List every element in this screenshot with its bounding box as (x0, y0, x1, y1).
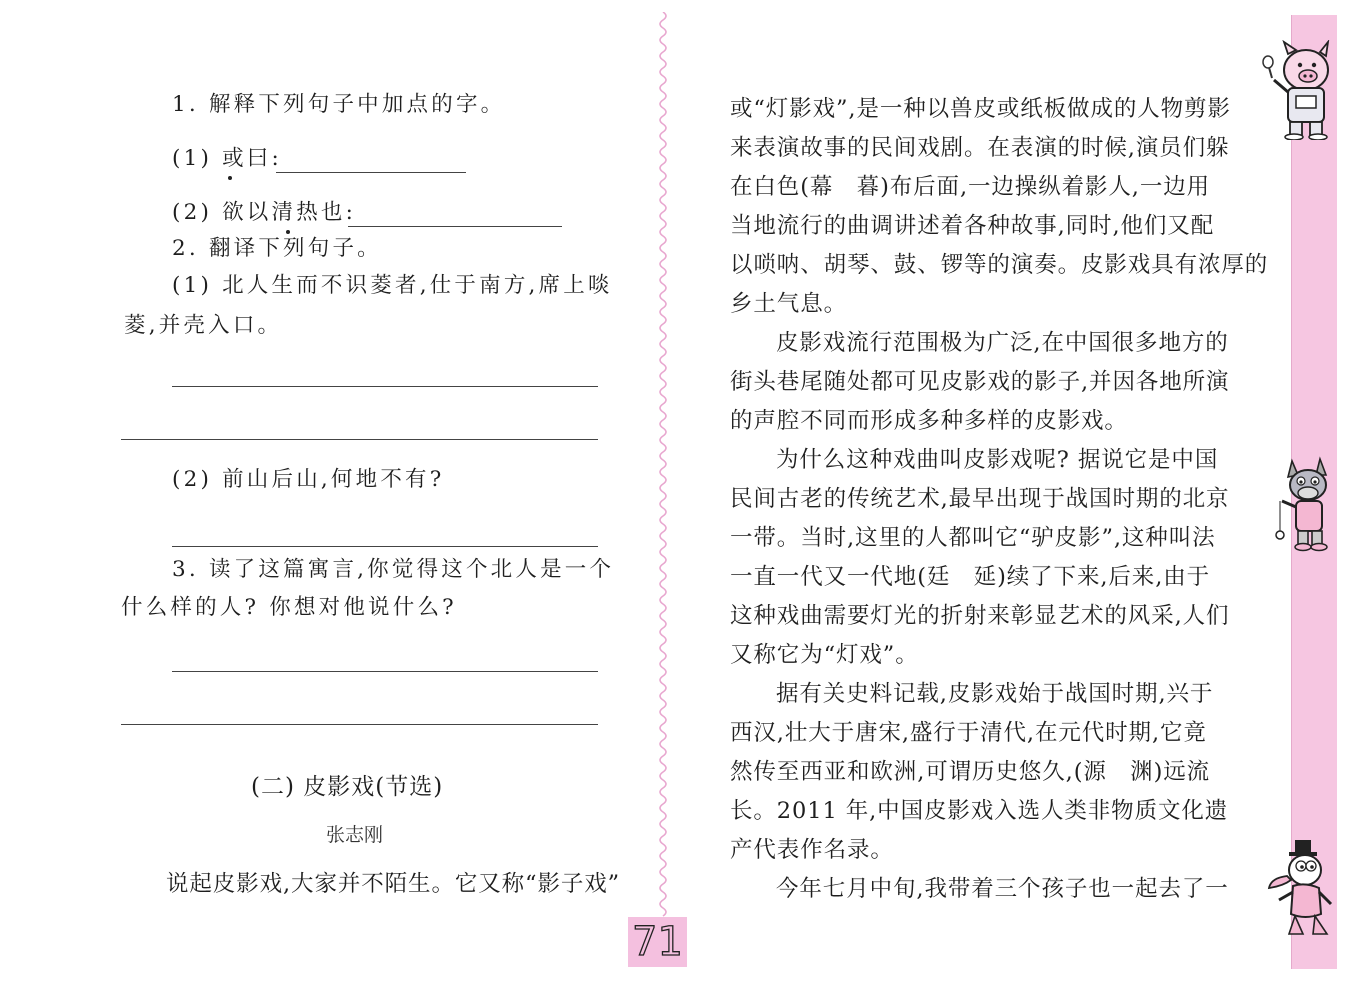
wavy-divider (656, 12, 670, 920)
question-3: 3. 读了这篇寓言,你觉得这个北人是一个 (172, 557, 615, 582)
paragraph-line: 乡土气息。 (730, 291, 848, 317)
paragraph-line: 为什么这种戏曲叫皮影戏呢? 据说它是中国 (776, 447, 1219, 473)
answer-line (172, 546, 598, 547)
page-number-badge (628, 917, 687, 967)
question-2-2: (2) 前山后山,何地不有? (172, 467, 445, 492)
paragraph-line: 据有关史料记载,皮影戏始于战国时期,兴于 (776, 681, 1214, 707)
answer-line (172, 671, 598, 672)
question-2: 2. 翻译下列句子。 (172, 236, 382, 261)
paragraph-line: 皮影戏流行范围极为广泛,在中国很多地方的 (776, 330, 1229, 356)
paragraph-line: 或“灯影戏”,是一种以兽皮或纸板做成的人物剪影 (730, 96, 1231, 122)
paragraph-line: 今年七月中旬,我带着三个孩子也一起去了一 (776, 876, 1229, 902)
answer-line (348, 226, 562, 227)
author: 张志刚 (326, 824, 384, 846)
paragraph-line: 一直一代又一代地(廷 延)续了下来,后来,由于 (730, 564, 1211, 590)
wolf-mascot-icon (1270, 455, 1340, 555)
question-3-cont: 什么样的人? 你想对他说什么? (121, 595, 457, 620)
paragraph-line: 来表演故事的民间戏剧。在表演的时候,演员们躲 (730, 135, 1230, 161)
paragraph-line: 的声腔不同而形成多种多样的皮影戏。 (730, 408, 1128, 434)
paragraph-line: 西汉,壮大于唐宋,盛行于清代,在元代时期,它竟 (730, 720, 1207, 746)
page-number: 71 (632, 919, 683, 965)
paragraph-line: 这种戏曲需要灯光的折射来彰显艺术的风采,人们 (730, 603, 1230, 629)
question-1: 1. 解释下列句子中加点的字。 (172, 92, 506, 117)
paragraph-line: 街头巷尾随处都可见皮影戏的影子,并因各地所演 (730, 369, 1230, 395)
pig-mascot-icon (1262, 40, 1342, 140)
paragraph-line: 又称它为“灯戏”。 (730, 642, 919, 668)
duck-mascot-icon (1265, 838, 1341, 938)
answer-line (121, 439, 598, 440)
answer-line (121, 724, 598, 725)
paragraph-line: 长。2011 年,中国皮影戏入选人类非物质文化遗 (730, 798, 1229, 824)
emphasis-dot (228, 176, 232, 180)
paragraph-line: 当地流行的曲调讲述着各种故事,同时,他们又配 (730, 213, 1215, 239)
paragraph-line: 在白色(幕 暮)布后面,一边操纵着影人,一边用 (730, 174, 1211, 200)
answer-line (276, 172, 466, 173)
question-1-1: (1) 或曰: (172, 146, 282, 171)
answer-line (172, 386, 598, 387)
question-2-1: (1) 北人生而不识菱者,仕于南方,席上啖 (172, 273, 613, 298)
paragraph-line: 民间古老的传统艺术,最早出现于战国时期的北京 (730, 486, 1230, 512)
paragraph-line: 以唢呐、胡琴、鼓、锣等的演奏。皮影戏具有浓厚的 (730, 252, 1269, 278)
paragraph-line: 产代表作名录。 (730, 837, 894, 863)
paragraph-line: 一带。当时,这里的人都叫它“驴皮影”,这种叫法 (730, 525, 1216, 551)
emphasis-dot (286, 230, 290, 234)
section-title: (二) 皮影戏(节选) (251, 774, 444, 800)
question-2-1-cont: 菱,并壳入口。 (124, 313, 283, 338)
paragraph-line: 然传至西亚和欧洲,可谓历史悠久,(源 渊)远流 (730, 759, 1211, 785)
question-1-2: (2) 欲以清热也: (172, 200, 357, 225)
paragraph-line: 说起皮影戏,大家并不陌生。它又称“影子戏” (166, 871, 621, 897)
